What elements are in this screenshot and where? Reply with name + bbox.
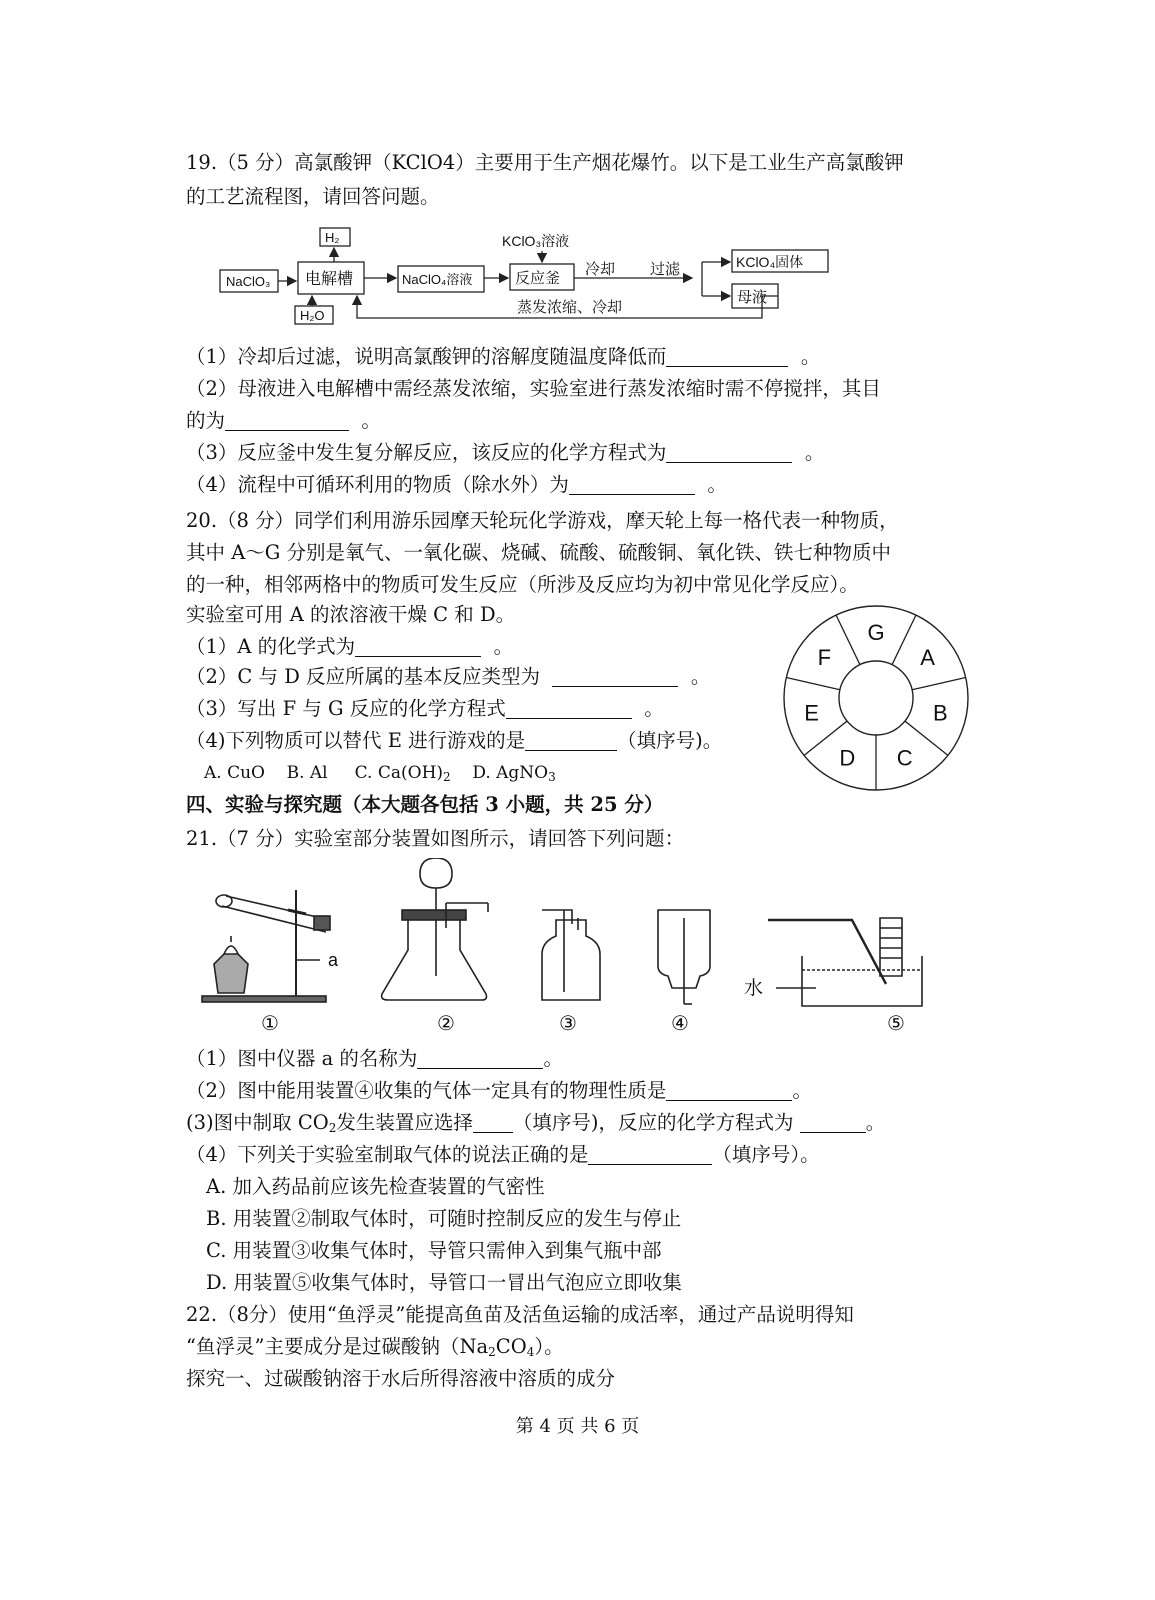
mother-label: 母液 [737, 289, 768, 306]
apparatus-1-heating-setup [202, 890, 330, 1002]
answer-blank[interactable] [417, 1048, 543, 1069]
answer-blank[interactable] [355, 636, 481, 657]
solid-label: KClO₄固体 [736, 254, 804, 270]
wheel-label-d: D [839, 745, 856, 771]
q20-options: A. CuO B. Al C. $Ca(OH)_2$ D. AgNO$_3$ [204, 763, 556, 784]
apparatus-number: ③ [559, 1013, 577, 1035]
q19-part4: （4）流程中可循环利用的物质（除水外）为 。 [186, 473, 727, 496]
apparatus-4-inverted-bottle [658, 910, 710, 1004]
apparatus-number: ⑤ [887, 1013, 905, 1035]
q20-line2: 其中 A～G 分别是氧气、一氧化碳、烧碱、硫酸、硫酸铜、氧化铁、铁七种物质中 [186, 541, 892, 564]
q21-option-d: D. 用装置⑤收集气体时，导管口一冒出气泡应立即收集 [206, 1271, 682, 1294]
q21-line1: 21.（7 分）实验室部分装置如图所示，请回答下列问题： [186, 827, 685, 850]
apparatus-diagram [196, 858, 936, 1038]
q22-line1: 22.（8分）使用“鱼浮灵”能提高鱼苗及活鱼运输的成活率，通过产品说明得知 [186, 1303, 854, 1326]
cell-label: 电解槽 [305, 271, 354, 288]
water-label: 水 [744, 978, 764, 999]
q19-part3: （3）反应釜中发生复分解反应，该反应的化学方程式为 。 [186, 441, 825, 464]
wheel-label-b: B [933, 700, 948, 726]
naclo3-label: NaClO₃ [226, 274, 271, 289]
ferris-wheel-diagram [778, 600, 974, 796]
q21-part3: (3)图中制取 $CO_2$发生装置应选择 （填序号)，反应的化学方程式为 。 [186, 1111, 886, 1135]
q21-option-a: A. 加入药品前应该先检查装置的气密性 [206, 1175, 545, 1198]
q20-line1: 20.（8 分）同学们利用游乐园摩天轮玩化学游戏，摩天轮上每一格代表一种物质， [186, 509, 899, 532]
process-flow-diagram [212, 218, 852, 330]
page-total: 6 [604, 1416, 616, 1437]
label-a: a [328, 950, 339, 970]
answer-blank[interactable] [525, 730, 617, 751]
q21-option-c: C. 用装置③收集气体时，导管只需伸入到集气瓶中部 [206, 1239, 662, 1262]
q20-part3: （3）写出 F 与 G 反应的化学方程式 。 [186, 697, 664, 720]
answer-blank[interactable] [506, 698, 632, 719]
q20-part1: （1）A 的化学式为 。 [186, 635, 514, 658]
q22-line2: “鱼浮灵”主要成分是过碳酸钠$(Na_2CO_4)$。 [186, 1335, 564, 1359]
answer-blank[interactable] [552, 666, 678, 687]
h2o-label: H₂O [300, 308, 325, 323]
page-number: 4 [539, 1416, 551, 1437]
answer-blank[interactable] [569, 474, 695, 495]
answer-blank[interactable] [588, 1144, 712, 1165]
apparatus-number: ④ [671, 1013, 689, 1035]
q20-line4: 实验室可用 A 的浓溶液干燥 C 和 D。 [186, 603, 516, 626]
q21-part4: （4）下列关于实验室制取气体的说法正确的是 （填序号）。 [186, 1143, 820, 1166]
naclo4-label: NaClO₄溶液 [402, 272, 473, 287]
h2-label: H₂ [325, 230, 340, 245]
wheel-label-f: F [817, 644, 832, 670]
wheel-label-c: C [896, 745, 913, 771]
q21-part2: （2）图中能用装置④收集的气体一定具有的物理性质是 。 [186, 1079, 812, 1102]
cool-label: 冷却 [585, 261, 616, 278]
apparatus-number: ② [437, 1013, 455, 1035]
q20-part2: （2）C 与 D 反应所属的基本反应类型为 。 [186, 665, 711, 688]
wheel-label-e: E [804, 700, 819, 726]
evap-label: 蒸发浓缩、冷却 [517, 299, 623, 316]
q19-line2: 的工艺流程图，请回答问题。 [186, 185, 440, 208]
q21-option-b: B. 用装置②制取气体时，可随时控制反应的发生与停止 [206, 1207, 682, 1230]
answer-blank[interactable] [666, 442, 792, 463]
q21-part1: （1）图中仪器 a 的名称为 。 [186, 1047, 563, 1070]
wheel-divider [892, 615, 916, 665]
filter-label: 过滤 [650, 261, 681, 278]
page-footer: 第 4 页 共 6 页 [515, 1416, 640, 1437]
section-4-heading: 四、实验与探究题（本大题各包括 3 小题，共 25 分） [186, 793, 664, 816]
answer-blank[interactable] [473, 1112, 513, 1133]
apparatus-number: ① [261, 1013, 279, 1035]
reactor-label: 反应釜 [515, 270, 561, 287]
wheel-label-g: G [867, 620, 885, 645]
q19-part1: （1）冷却后过滤，说明高氯酸钾的溶解度随温度降低而 。 [186, 345, 821, 368]
q19-line1: 19.（5 分）高氯酸钾（KClO4）主要用于生产烟花爆竹。以下是工业生产高氯酸钾 [186, 151, 904, 174]
apparatus-2-flask [382, 858, 488, 1000]
wheel-label-a: A [920, 644, 935, 670]
wheel-divider [912, 678, 966, 690]
answer-blank[interactable] [666, 1080, 792, 1101]
q20-part4: （4)下列物质可以替代 E 进行游戏的是 （填序号)。 [186, 729, 723, 752]
wheel-divider [786, 678, 840, 690]
apparatus-3-gas-bottle [542, 910, 600, 1000]
wheel-divider [836, 615, 860, 665]
answer-blank[interactable] [225, 410, 349, 431]
q20-line3: 的一种，相邻两格中的物质可发生反应（所涉及反应均为初中常见化学反应）。 [186, 573, 859, 596]
apparatus-5-water-trough [768, 918, 922, 1006]
answer-blank[interactable] [666, 346, 788, 367]
kclo3-label: KClO₃溶液 [502, 233, 570, 249]
q22-line3: 探究一、过碳酸钠溶于水后所得溶液中溶质的成分 [186, 1367, 616, 1390]
q19-part2-line1: （2）母液进入电解槽中需经蒸发浓缩，实验室进行蒸发浓缩时需不停搅拌，其目 [186, 377, 881, 400]
answer-blank[interactable] [800, 1112, 866, 1133]
q19-part2-line2: 的为 。 [186, 409, 381, 432]
